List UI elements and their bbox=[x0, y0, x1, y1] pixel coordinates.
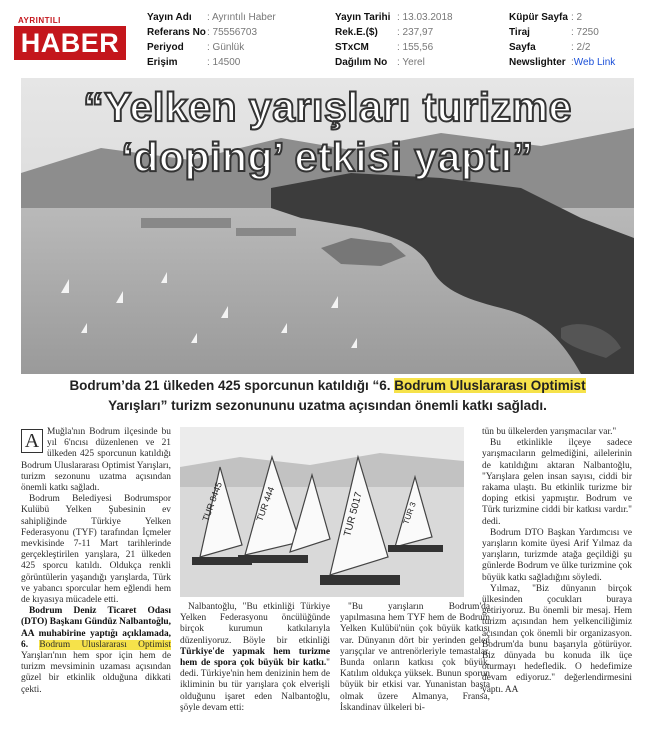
meta-label: Yayın Tarihi bbox=[335, 12, 391, 23]
meta-label: Rek.E.($) bbox=[335, 27, 378, 38]
sail-number: TUR 8445 bbox=[200, 480, 224, 523]
meta-value: : Günlük bbox=[207, 42, 245, 53]
highlighted-text: Bodrum Uluslararası Optimist bbox=[39, 639, 171, 650]
logo-small-text: AYRINTILI bbox=[18, 16, 61, 25]
sailboats-image bbox=[180, 427, 464, 597]
sail-number: TUR 444 bbox=[254, 485, 277, 523]
paragraph: Yılmaz, "Biz dünyanın birçok ülkesinden çocukları buraya getiriyoruz. Bu önemli bir mesaj. Hem turizm açısından hem yelkenciliğimiz açısından çok önemli bir organizasyon. Bodrum'da bunu başarıyla götürüyor. Biz dünyada bu konuda ilk üçe oturmayı hedefledik. O hedefimize devam ediyoruz." değerlendirmesini yaptı. AA bbox=[482, 583, 632, 695]
bold-text: Bodrum Deniz Ticaret Odası (DTO) Başkanı Gündüz Nalbantoğlu, AA muhabirine yaptığı açıklamada, 6. bbox=[21, 606, 171, 650]
meta-value: : 2 bbox=[571, 12, 583, 23]
meta-label: STxCM bbox=[335, 42, 369, 53]
headline-photo bbox=[21, 78, 634, 374]
article-column-2 bbox=[180, 602, 330, 714]
meta-label: Periyod bbox=[147, 42, 184, 53]
paragraph: tün bu ülkelerden yarışmacılar var." bbox=[482, 427, 617, 437]
sail-number: TUR 3 bbox=[401, 500, 418, 526]
caption-text-2: Yarışları” turizm sezonununu uzatma açısından önemli katkı sağladı. bbox=[108, 398, 547, 413]
meta-value: : 2/2 bbox=[571, 42, 591, 53]
logo-big-text: HABER bbox=[14, 26, 126, 60]
meta-column-2 bbox=[335, 10, 453, 70]
meta-value: : Yerel bbox=[397, 57, 425, 68]
paragraph-text: " dedi. Türkiye'nin hem denizinin hem de ikliminin bu tür yarışlara çok elverişli olduğunu işaret eden Nalbantoğlu, şöyle devam etti: bbox=[180, 658, 330, 713]
caption-text: Bodrum’da 21 ülkeden 425 sporcunun katıldığı “6. bbox=[69, 378, 395, 393]
meta-label: Erişim bbox=[147, 57, 178, 68]
article-column-4 bbox=[482, 427, 632, 696]
headline-line-2: ‘doping’ etkisi yaptı” bbox=[121, 134, 534, 180]
paragraph: Bodrum DTO Başkan Yardımcısı ve yarışların komite üyesi Arif Yılmaz da yarışların, turizmde atağa geçildiği şu günlerde Bodrum ve ülke turizmine çok büyük katkı sağladığını söyledi. bbox=[482, 527, 632, 583]
paragraph-text: Yarışları'nın hem spor için hem de turizm mevsiminin uzaması açısından güzel bir etkinlik olduğuna dikkati çekti. bbox=[21, 651, 171, 695]
sail-number: TUR 5017 bbox=[342, 490, 365, 538]
meta-label: Yayın Adı bbox=[147, 12, 192, 23]
sailboats-photo bbox=[180, 427, 464, 597]
meta-value: : 237,97 bbox=[397, 27, 434, 38]
paragraph: Muğla'nın Bodrum ilçesinde bu yıl 6'ncısı düzenlenen ve 21 ülkeden 425 sporcunun katıldığı Bodrum Uluslararası Optimist Yarışları, turizm sezonunu uzatma açısından önemli katkı sağladı. bbox=[21, 427, 171, 494]
meta-label: Newslighter bbox=[509, 57, 566, 68]
meta-value: : bbox=[571, 57, 574, 68]
article-column-3 bbox=[340, 602, 490, 714]
paragraph-text: Nalbantoğlu, "Bu etkinliği Türkiye Yelken Federasyonu öncülüğünde birçok kurumun katkılarıyla düzenliyoruz. Böyle bir etkinliği bbox=[180, 602, 330, 646]
meta-label: Sayfa bbox=[509, 42, 536, 53]
web-link[interactable]: Web Link bbox=[573, 57, 616, 68]
headline-line-1: “Yelken yarışları turizme bbox=[83, 84, 572, 130]
meta-label: Küpür Sayfa bbox=[509, 12, 568, 23]
meta-value: : 14500 bbox=[207, 57, 241, 68]
meta-label: Tiraj bbox=[509, 27, 530, 38]
bold-text: Türkiye'de yapmak hem turizme hem de spora çok büyük bir katkı. bbox=[180, 646, 330, 669]
meta-label: Referans No bbox=[147, 27, 206, 38]
photo-caption bbox=[21, 376, 634, 416]
paragraph bbox=[180, 602, 330, 714]
meta-value: : 7250 bbox=[571, 27, 599, 38]
meta-label: Dağılım No bbox=[335, 57, 388, 68]
paragraph: Bu etkinlikle ilçeye sadece yarışmacıların gelmediğini, ailelerinin de katıldığını aktaran Nalbantoğlu, "Yarışlara gelen insan sayısı, ciddi bir rakama ulaştı. Bu etkinlik turizme bir doping etkisi yapmıştır. Bodrum ve Türk turizmine ciddi bir katkısı vardır." dedi. bbox=[482, 438, 632, 527]
meta-value: : 75556703 bbox=[207, 27, 258, 38]
caption-highlight: Bodrum Uluslararası Optimist bbox=[394, 378, 586, 393]
meta-column-1 bbox=[147, 10, 276, 70]
paragraph: Bodrum Belediyesi Bodrumspor Kulübü Yelken Şubesinin ev sahipliğinde Türkiye Yelken Federasyonu (TYF) tarafından İçmeler mevkisinde 7-11 Mart tarihlerinde gerçekleştirilen yarışlara, 21 ülkeden 425 sporcu katıldı. Oldukça renkli görüntülerin yaşandığı yarışlarda, Türk ve yabancı sporcular hem eğlendi hem de kıyasıya mücadele etti. bbox=[21, 494, 171, 606]
meta-value: : 155,56 bbox=[397, 42, 434, 53]
drop-cap: A bbox=[21, 429, 43, 453]
article-column-1 bbox=[21, 427, 171, 696]
haber-logo bbox=[14, 12, 126, 62]
meta-value: : Ayrıntılı Haber bbox=[207, 12, 276, 23]
paragraph: "Bu yarışların Bodrum'da yapılmasına hem TYF hem de Bodrum Yelken Kulübü'nün çok büyük katkısı var. Dünyanın dört bir yerinden gelen yarışçılar ve antrenörleriyle temastalar. Bunda onların katkısı çok büyük. Katılım oldukça yüksek. Bunun sporun büyük bir etkisi var. Yunanistan başta olmak üzere Almanya, Fransa, İskandinav ülkeleri bi- bbox=[340, 602, 490, 713]
metadata-header bbox=[0, 0, 654, 78]
meta-value: : 13.03.2018 bbox=[397, 12, 453, 23]
meta-column-3 bbox=[509, 10, 615, 70]
paragraph bbox=[21, 606, 171, 696]
